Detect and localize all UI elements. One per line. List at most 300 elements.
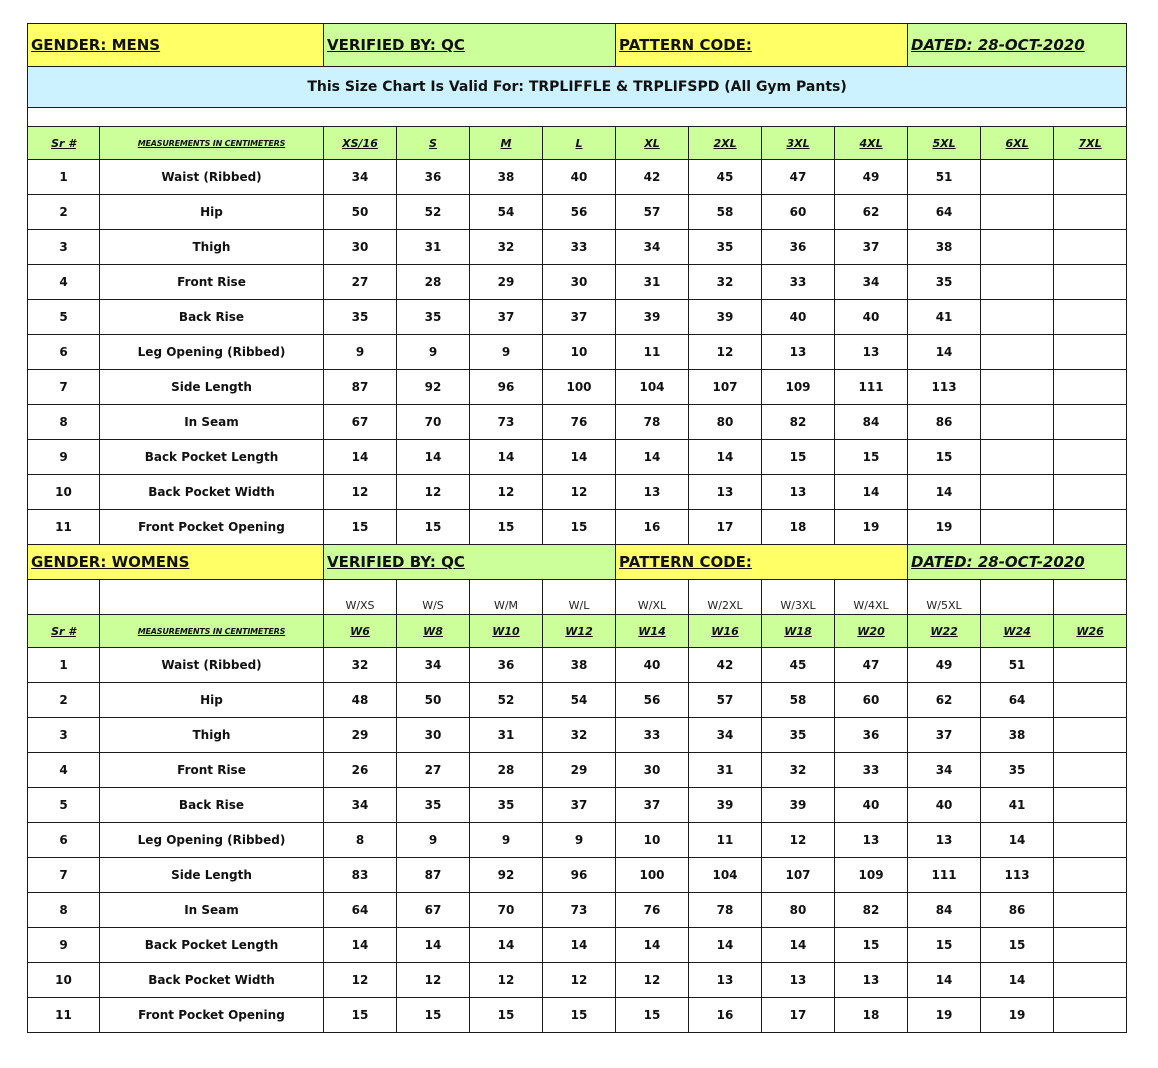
womens-value-cell <box>1054 753 1127 788</box>
womens-value-cell: 76 <box>616 893 689 928</box>
mens-value-cell: 32 <box>470 230 543 265</box>
mens-value-cell: 14 <box>470 440 543 475</box>
womens-value-cell <box>1054 823 1127 858</box>
womens-value-cell: 62 <box>908 683 981 718</box>
womens-value-cell: 13 <box>908 823 981 858</box>
mens-value-cell: 40 <box>835 300 908 335</box>
mens-value-cell: 78 <box>616 405 689 440</box>
womens-value-cell: 34 <box>397 648 470 683</box>
mens-value-cell: 13 <box>616 475 689 510</box>
womens-value-cell: 33 <box>616 718 689 753</box>
womens-value-cell: 34 <box>908 753 981 788</box>
mens-value-cell: 15 <box>762 440 835 475</box>
womens-value-cell: 27 <box>397 753 470 788</box>
womens-value-cell <box>1054 683 1127 718</box>
mens-value-cell: 37 <box>543 300 616 335</box>
womens-value-cell <box>1054 858 1127 893</box>
mens-value-cell: 49 <box>835 160 908 195</box>
womens-value-cell: 49 <box>908 648 981 683</box>
mens-value-cell <box>981 230 1054 265</box>
womens-value-cell: 11 <box>689 823 762 858</box>
womens-value-cell: 104 <box>689 858 762 893</box>
womens-value-cell: 40 <box>908 788 981 823</box>
mens-sr-cell: 5 <box>28 300 100 335</box>
womens-alt-size-label <box>981 580 1054 615</box>
mens-value-cell: 18 <box>762 510 835 545</box>
womens-value-cell: 37 <box>908 718 981 753</box>
womens-sr-cell: 4 <box>28 753 100 788</box>
mens-size-header: XS/16 <box>324 127 397 160</box>
womens-size-header: W6 <box>324 615 397 648</box>
mens-value-cell: 28 <box>397 265 470 300</box>
mens-value-cell <box>1054 370 1127 405</box>
mens-value-cell <box>1054 265 1127 300</box>
womens-alt-empty <box>28 580 100 615</box>
womens-value-cell: 37 <box>616 788 689 823</box>
womens-dated-cell: DATED: 28-OCT-2020 <box>908 545 1127 580</box>
womens-value-cell: 12 <box>543 963 616 998</box>
womens-size-header: W10 <box>470 615 543 648</box>
mens-value-cell: 45 <box>689 160 762 195</box>
mens-value-cell: 40 <box>762 300 835 335</box>
womens-size-header: W8 <box>397 615 470 648</box>
mens-value-cell: 14 <box>324 440 397 475</box>
mens-value-cell: 10 <box>543 335 616 370</box>
womens-value-cell: 19 <box>981 998 1054 1033</box>
womens-value-cell: 60 <box>835 683 908 718</box>
mens-value-cell: 12 <box>324 475 397 510</box>
mens-value-cell: 96 <box>470 370 543 405</box>
womens-value-cell: 29 <box>543 753 616 788</box>
mens-value-cell <box>981 265 1054 300</box>
mens-verified-cell: VERIFIED BY: QC <box>324 24 616 67</box>
womens-value-cell: 15 <box>908 928 981 963</box>
womens-value-cell: 35 <box>981 753 1054 788</box>
mens-size-header: 3XL <box>762 127 835 160</box>
womens-value-cell: 80 <box>762 893 835 928</box>
womens-measurement-name: Back Pocket Length <box>100 928 324 963</box>
mens-gender-cell: GENDER: MENS <box>28 24 324 67</box>
mens-value-cell <box>981 510 1054 545</box>
womens-size-header: W16 <box>689 615 762 648</box>
mens-size-header: 4XL <box>835 127 908 160</box>
mens-value-cell: 13 <box>762 475 835 510</box>
mens-table-row <box>28 335 1127 370</box>
mens-value-cell: 80 <box>689 405 762 440</box>
mens-value-cell <box>1054 300 1127 335</box>
mens-value-cell: 39 <box>689 300 762 335</box>
mens-value-cell: 13 <box>835 335 908 370</box>
mens-sr-cell: 11 <box>28 510 100 545</box>
womens-sr-cell: 3 <box>28 718 100 753</box>
womens-sr-cell: 8 <box>28 893 100 928</box>
mens-value-cell: 76 <box>543 405 616 440</box>
womens-size-header: W26 <box>1054 615 1127 648</box>
womens-value-cell: 13 <box>835 823 908 858</box>
womens-sr-cell: 1 <box>28 648 100 683</box>
womens-size-header-row <box>28 615 1127 648</box>
womens-value-cell: 92 <box>470 858 543 893</box>
mens-value-cell: 31 <box>616 265 689 300</box>
womens-table-row <box>28 928 1127 963</box>
mens-value-cell: 62 <box>835 195 908 230</box>
mens-value-cell: 113 <box>908 370 981 405</box>
womens-value-cell <box>1054 718 1127 753</box>
mens-value-cell: 31 <box>397 230 470 265</box>
womens-meas-header: MEASUREMENTS IN CENTIMETERS <box>100 615 324 648</box>
mens-value-cell: 33 <box>543 230 616 265</box>
mens-sr-header: Sr # <box>28 127 100 160</box>
mens-value-cell: 35 <box>689 230 762 265</box>
womens-value-cell: 40 <box>835 788 908 823</box>
mens-value-cell: 33 <box>762 265 835 300</box>
mens-value-cell <box>1054 160 1127 195</box>
mens-table-row <box>28 405 1127 440</box>
womens-alt-size-label: W/3XL <box>762 580 835 615</box>
mens-value-cell: 9 <box>470 335 543 370</box>
mens-value-cell: 35 <box>908 265 981 300</box>
mens-sr-cell: 4 <box>28 265 100 300</box>
womens-alt-size-label: W/XS <box>324 580 397 615</box>
womens-value-cell: 15 <box>981 928 1054 963</box>
womens-table-row <box>28 788 1127 823</box>
mens-header-row <box>28 24 1127 67</box>
womens-value-cell: 64 <box>324 893 397 928</box>
mens-value-cell: 47 <box>762 160 835 195</box>
womens-value-cell: 41 <box>981 788 1054 823</box>
womens-value-cell: 9 <box>397 823 470 858</box>
mens-value-cell: 104 <box>616 370 689 405</box>
womens-measurement-name: Back Pocket Width <box>100 963 324 998</box>
mens-sr-cell: 8 <box>28 405 100 440</box>
womens-table-row <box>28 718 1127 753</box>
mens-value-cell: 86 <box>908 405 981 440</box>
mens-table-row <box>28 475 1127 510</box>
womens-table-row <box>28 823 1127 858</box>
womens-value-cell: 42 <box>689 648 762 683</box>
mens-value-cell <box>981 440 1054 475</box>
mens-value-cell: 30 <box>543 265 616 300</box>
mens-value-cell: 38 <box>908 230 981 265</box>
mens-value-cell: 12 <box>470 475 543 510</box>
womens-table-row <box>28 683 1127 718</box>
womens-measurement-name: Front Rise <box>100 753 324 788</box>
womens-value-cell: 12 <box>762 823 835 858</box>
mens-value-cell <box>1054 475 1127 510</box>
mens-size-header: XL <box>616 127 689 160</box>
womens-value-cell: 13 <box>835 963 908 998</box>
womens-size-header: W20 <box>835 615 908 648</box>
womens-value-cell: 39 <box>689 788 762 823</box>
womens-alt-size-label: W/M <box>470 580 543 615</box>
womens-value-cell: 37 <box>543 788 616 823</box>
mens-value-cell: 39 <box>616 300 689 335</box>
womens-gender-cell: GENDER: WOMENS <box>28 545 324 580</box>
mens-table-row <box>28 265 1127 300</box>
mens-value-cell <box>1054 335 1127 370</box>
womens-value-cell: 15 <box>835 928 908 963</box>
womens-value-cell: 67 <box>397 893 470 928</box>
mens-value-cell: 84 <box>835 405 908 440</box>
mens-value-cell: 19 <box>835 510 908 545</box>
spacer-row <box>28 108 1127 127</box>
mens-meas-header: MEASUREMENTS IN CENTIMETERS <box>100 127 324 160</box>
womens-value-cell <box>1054 998 1127 1033</box>
womens-size-header: W12 <box>543 615 616 648</box>
womens-value-cell: 58 <box>762 683 835 718</box>
mens-measurement-name: Thigh <box>100 230 324 265</box>
mens-sr-cell: 7 <box>28 370 100 405</box>
mens-value-cell: 19 <box>908 510 981 545</box>
mens-table-row <box>28 160 1127 195</box>
womens-measurement-name: Front Pocket Opening <box>100 998 324 1033</box>
womens-pattern-cell: PATTERN CODE: <box>616 545 908 580</box>
womens-sr-cell: 6 <box>28 823 100 858</box>
mens-value-cell: 41 <box>908 300 981 335</box>
womens-value-cell: 109 <box>835 858 908 893</box>
mens-value-cell: 12 <box>397 475 470 510</box>
womens-size-header: W24 <box>981 615 1054 648</box>
mens-value-cell <box>1054 195 1127 230</box>
mens-value-cell: 64 <box>908 195 981 230</box>
mens-value-cell: 14 <box>908 475 981 510</box>
womens-value-cell: 14 <box>981 823 1054 858</box>
mens-measurement-name: Front Rise <box>100 265 324 300</box>
womens-value-cell: 32 <box>324 648 397 683</box>
womens-value-cell: 14 <box>324 928 397 963</box>
mens-size-header: 6XL <box>981 127 1054 160</box>
size-chart-table <box>27 23 1127 1033</box>
mens-size-header-row <box>28 127 1127 160</box>
mens-measurement-name: Back Pocket Width <box>100 475 324 510</box>
spacer-cell <box>28 108 1127 127</box>
womens-value-cell <box>1054 928 1127 963</box>
mens-value-cell: 9 <box>324 335 397 370</box>
womens-table-row <box>28 963 1127 998</box>
womens-size-header: W14 <box>616 615 689 648</box>
mens-value-cell: 13 <box>762 335 835 370</box>
womens-value-cell: 28 <box>470 753 543 788</box>
mens-value-cell: 17 <box>689 510 762 545</box>
womens-value-cell: 36 <box>470 648 543 683</box>
womens-value-cell: 16 <box>689 998 762 1033</box>
mens-value-cell: 92 <box>397 370 470 405</box>
mens-measurement-name: Side Length <box>100 370 324 405</box>
womens-value-cell: 35 <box>762 718 835 753</box>
mens-size-header: L <box>543 127 616 160</box>
mens-value-cell: 14 <box>397 440 470 475</box>
mens-value-cell: 111 <box>835 370 908 405</box>
womens-table-row <box>28 648 1127 683</box>
mens-value-cell: 36 <box>397 160 470 195</box>
mens-sr-cell: 2 <box>28 195 100 230</box>
womens-value-cell: 30 <box>616 753 689 788</box>
womens-value-cell: 9 <box>470 823 543 858</box>
mens-value-cell: 13 <box>689 475 762 510</box>
womens-value-cell: 13 <box>689 963 762 998</box>
womens-value-cell: 12 <box>324 963 397 998</box>
womens-value-cell: 9 <box>543 823 616 858</box>
womens-alt-empty <box>100 580 324 615</box>
womens-value-cell: 14 <box>616 928 689 963</box>
mens-value-cell: 37 <box>835 230 908 265</box>
womens-value-cell: 96 <box>543 858 616 893</box>
mens-value-cell: 82 <box>762 405 835 440</box>
mens-value-cell: 15 <box>397 510 470 545</box>
womens-verified-cell: VERIFIED BY: QC <box>324 545 616 580</box>
womens-value-cell: 15 <box>397 998 470 1033</box>
womens-value-cell: 56 <box>616 683 689 718</box>
mens-value-cell: 40 <box>543 160 616 195</box>
womens-value-cell: 30 <box>397 718 470 753</box>
mens-value-cell: 30 <box>324 230 397 265</box>
womens-value-cell: 12 <box>397 963 470 998</box>
size-chart-body <box>28 24 1127 1033</box>
mens-value-cell: 67 <box>324 405 397 440</box>
mens-measurement-name: Back Pocket Length <box>100 440 324 475</box>
mens-value-cell: 60 <box>762 195 835 230</box>
mens-value-cell <box>981 405 1054 440</box>
mens-size-header: 5XL <box>908 127 981 160</box>
mens-measurement-name: Leg Opening (Ribbed) <box>100 335 324 370</box>
mens-value-cell: 70 <box>397 405 470 440</box>
womens-value-cell: 73 <box>543 893 616 928</box>
mens-value-cell: 12 <box>543 475 616 510</box>
mens-table-row <box>28 195 1127 230</box>
womens-value-cell <box>1054 963 1127 998</box>
womens-value-cell: 50 <box>397 683 470 718</box>
mens-value-cell <box>981 370 1054 405</box>
womens-value-cell: 31 <box>689 753 762 788</box>
womens-value-cell: 26 <box>324 753 397 788</box>
mens-value-cell: 58 <box>689 195 762 230</box>
womens-measurement-name: Back Rise <box>100 788 324 823</box>
womens-value-cell: 111 <box>908 858 981 893</box>
mens-measurement-name: Waist (Ribbed) <box>100 160 324 195</box>
mens-value-cell: 54 <box>470 195 543 230</box>
mens-dated-cell: DATED: 28-OCT-2020 <box>908 24 1127 67</box>
womens-alt-size-label: W/4XL <box>835 580 908 615</box>
mens-value-cell: 14 <box>689 440 762 475</box>
womens-value-cell: 39 <box>762 788 835 823</box>
womens-alt-size-label: W/XL <box>616 580 689 615</box>
womens-value-cell: 18 <box>835 998 908 1033</box>
mens-value-cell: 15 <box>835 440 908 475</box>
womens-value-cell: 47 <box>835 648 908 683</box>
womens-value-cell: 57 <box>689 683 762 718</box>
womens-value-cell: 64 <box>981 683 1054 718</box>
womens-value-cell: 32 <box>762 753 835 788</box>
womens-alt-size-label <box>1054 580 1127 615</box>
mens-measurement-name: Front Pocket Opening <box>100 510 324 545</box>
womens-value-cell: 48 <box>324 683 397 718</box>
mens-table-row <box>28 230 1127 265</box>
mens-value-cell: 35 <box>324 300 397 335</box>
mens-size-header: M <box>470 127 543 160</box>
mens-value-cell <box>981 195 1054 230</box>
mens-value-cell <box>981 300 1054 335</box>
mens-value-cell: 15 <box>470 510 543 545</box>
womens-value-cell <box>1054 893 1127 928</box>
mens-value-cell: 35 <box>397 300 470 335</box>
mens-value-cell: 14 <box>616 440 689 475</box>
womens-header-row <box>28 545 1127 580</box>
mens-value-cell <box>981 335 1054 370</box>
womens-measurement-name: Hip <box>100 683 324 718</box>
womens-value-cell: 14 <box>908 963 981 998</box>
mens-table-row <box>28 370 1127 405</box>
mens-value-cell: 57 <box>616 195 689 230</box>
womens-value-cell: 33 <box>835 753 908 788</box>
mens-size-header: 7XL <box>1054 127 1127 160</box>
mens-value-cell: 14 <box>908 335 981 370</box>
mens-value-cell: 42 <box>616 160 689 195</box>
mens-value-cell <box>1054 510 1127 545</box>
womens-measurement-name: Side Length <box>100 858 324 893</box>
mens-value-cell: 29 <box>470 265 543 300</box>
mens-value-cell: 109 <box>762 370 835 405</box>
womens-value-cell: 10 <box>616 823 689 858</box>
womens-size-header: W18 <box>762 615 835 648</box>
mens-value-cell: 87 <box>324 370 397 405</box>
womens-value-cell: 14 <box>762 928 835 963</box>
womens-value-cell: 14 <box>470 928 543 963</box>
womens-table-row <box>28 893 1127 928</box>
womens-value-cell: 8 <box>324 823 397 858</box>
womens-value-cell: 34 <box>324 788 397 823</box>
womens-value-cell: 15 <box>543 998 616 1033</box>
mens-value-cell: 38 <box>470 160 543 195</box>
womens-value-cell: 32 <box>543 718 616 753</box>
mens-value-cell: 52 <box>397 195 470 230</box>
mens-value-cell: 36 <box>762 230 835 265</box>
mens-sr-cell: 10 <box>28 475 100 510</box>
womens-value-cell: 107 <box>762 858 835 893</box>
valid-note-row <box>28 67 1127 108</box>
womens-measurement-name: In Seam <box>100 893 324 928</box>
womens-value-cell: 83 <box>324 858 397 893</box>
womens-value-cell: 34 <box>689 718 762 753</box>
womens-alt-size-label: W/5XL <box>908 580 981 615</box>
mens-value-cell: 14 <box>835 475 908 510</box>
womens-value-cell: 14 <box>981 963 1054 998</box>
womens-sr-cell: 2 <box>28 683 100 718</box>
mens-value-cell <box>981 160 1054 195</box>
womens-measurement-name: Leg Opening (Ribbed) <box>100 823 324 858</box>
mens-table-row <box>28 510 1127 545</box>
womens-value-cell: 51 <box>981 648 1054 683</box>
womens-value-cell: 19 <box>908 998 981 1033</box>
mens-value-cell: 107 <box>689 370 762 405</box>
womens-value-cell: 35 <box>397 788 470 823</box>
womens-sr-cell: 9 <box>28 928 100 963</box>
womens-value-cell: 36 <box>835 718 908 753</box>
womens-measurement-name: Waist (Ribbed) <box>100 648 324 683</box>
womens-value-cell: 15 <box>470 998 543 1033</box>
mens-value-cell: 15 <box>324 510 397 545</box>
womens-value-cell: 113 <box>981 858 1054 893</box>
womens-value-cell: 14 <box>543 928 616 963</box>
womens-value-cell: 12 <box>470 963 543 998</box>
mens-measurement-name: Hip <box>100 195 324 230</box>
womens-value-cell: 54 <box>543 683 616 718</box>
mens-value-cell: 34 <box>616 230 689 265</box>
womens-table-row <box>28 753 1127 788</box>
womens-value-cell <box>1054 788 1127 823</box>
mens-value-cell <box>1054 405 1127 440</box>
mens-value-cell: 51 <box>908 160 981 195</box>
mens-value-cell: 11 <box>616 335 689 370</box>
